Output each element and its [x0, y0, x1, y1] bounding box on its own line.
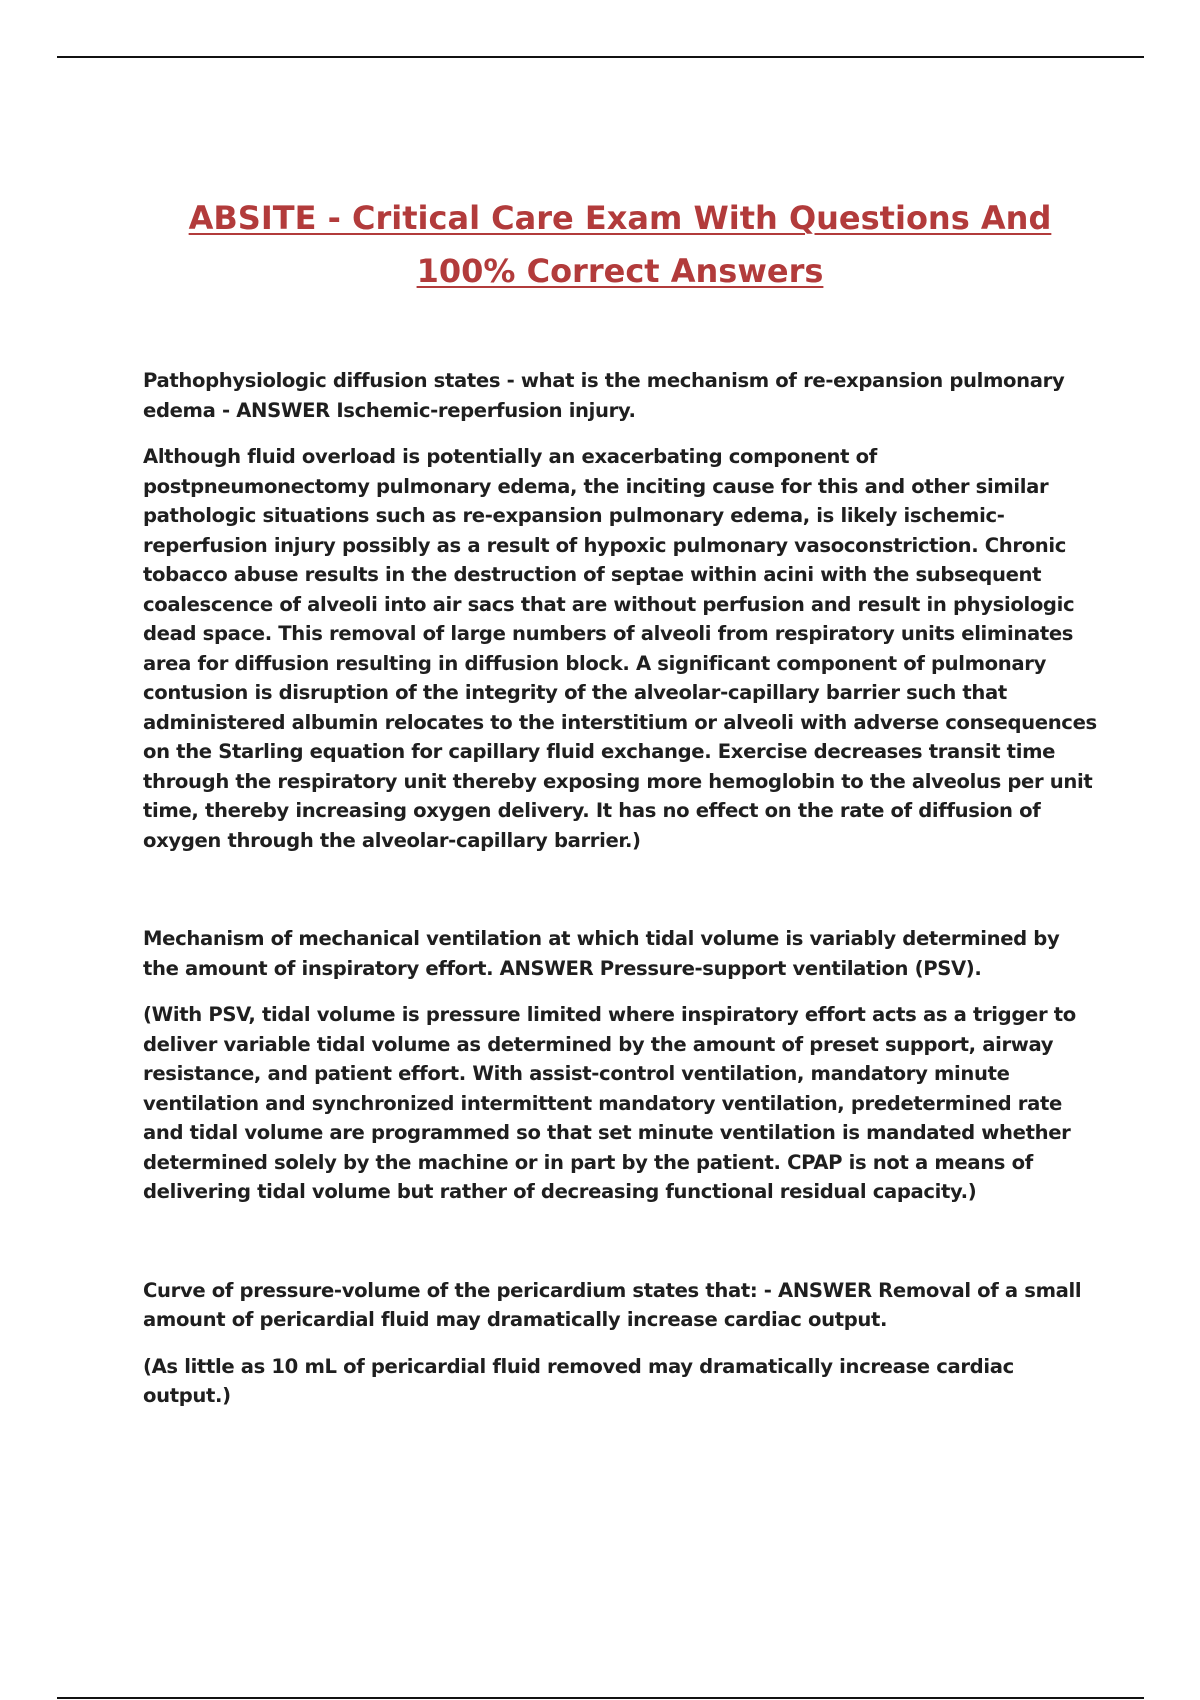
- top-rule: [57, 56, 1144, 58]
- explanation: (As little as 10 mL of pericardial fluid removed may dramatically increase cardiac output.): [143, 1354, 1014, 1407]
- explanation: (With PSV, tidal volume is pressure limited where inspiratory effort acts as a trigger to deliver variable tidal volume as determined by the amount of preset support, airway resistance, and patient effort. With assist-control ventilation, mandatory minute ventilation and synchronized intermittent mandatory ventilation, predetermined rate and tidal volume are programmed so that set minute ventilation is mandated whether determined solely by the machine or in part by the patient. CPAP is not a means of delivering tidal volume but rather of decreasing functional residual capacity.): [143, 1003, 1076, 1203]
- document-body: [143, 366, 1098, 1411]
- title-line-1: ABSITE - Critical Care Exam With Questions And: [188, 199, 1052, 237]
- explanation: Although fluid overload is potentially an exacerbating component of postpneumonectomy pulmonary edema, the inciting cause for this and other similar pathologic situations such as re-expansion pulmonary edema, is likely ischemic-reperfusion injury possibly as a result of hypoxic pulmonary vasoconstriction. Chronic tobacco abuse results in the destruction of septae within acini with the subsequent coalescence of alveoli into air sacs that are without perfusion and result in physiologic dead space. This removal of large numbers of alveoli from respiratory units eliminates area for diffusion resulting in diffusion block. A significant component of pulmonary contusion is disruption of the integrity of the alveolar-capillary barrier such that administered albumin relocates to the interstitium or alveoli with adverse consequences on the Starling equation for capillary fluid exchange. Exercise decreases transit time through the respiratory unit thereby exposing more hemoglobin to the alveolus per unit time, thereby increasing oxygen delivery. It has no effect on the rate of diffusion of oxygen through the alveolar-capillary barrier.): [143, 445, 1097, 852]
- qa-item: [143, 366, 1098, 855]
- qa-item: [143, 924, 1098, 1207]
- question-answer: Pathophysiologic diffusion states - what is the mechanism of re-expansion pulmonary edema - ANSWER Ischemic-reperfusion injury.: [143, 369, 1065, 422]
- title-line-2: 100% Correct Answers: [416, 252, 824, 290]
- bottom-rule: [57, 1697, 1144, 1699]
- page-title: [120, 192, 1120, 298]
- question-answer: Curve of pressure-volume of the pericardium states that: - ANSWER Removal of a small amount of pericardial fluid may dramatically increase cardiac output.: [143, 1278, 1082, 1331]
- question-answer: Mechanism of mechanical ventilation at which tidal volume is variably determined by the amount of inspiratory effort. ANSWER Pressure-support ventilation (PSV).: [143, 927, 1060, 980]
- qa-item: [143, 1276, 1098, 1411]
